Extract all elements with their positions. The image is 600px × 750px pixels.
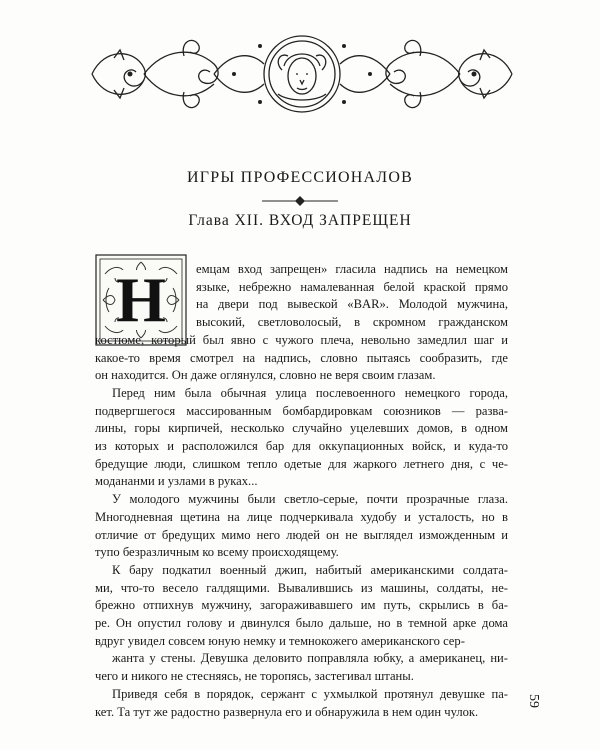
text-line: У молодого мужчины были светло-серые, почти прозрачные глаза.	[112, 492, 508, 507]
text-line: жанта у стены. Девушка деловито поправляла юбку, а американец, ни-	[112, 651, 508, 666]
text-line: бредущие люди, слишком тепло одетые для жаркого летнего дня, с че-	[95, 456, 508, 471]
text-line: емцам вход запрещен» гласила надпись на немецком	[196, 262, 508, 276]
text-line: какое-то время смотрел на надпись, словно пытаясь сообразить, где	[95, 350, 508, 365]
baroque-ornament-icon	[84, 28, 520, 120]
text-line: вдруг увидел совсем юную немку и темнокожего американского сер-	[95, 633, 465, 648]
text-line: на двери под вывеской «BAR». Молодой мужчина,	[196, 297, 508, 312]
text-line: высокий, светловолосый, в скромном гражданском	[196, 315, 508, 330]
text-line: языке, небрежно намалеванная белой краской прямо	[196, 279, 508, 294]
text-line: чего и никого не стесняясь, не торопясь, застегивал штаны.	[95, 669, 414, 684]
text-line: К бару подкатил военный джип, набитый американскими солдата-	[112, 562, 508, 577]
text-line: костюме, который был явно с чужого плеча, невольно замедлил шаг и	[95, 332, 508, 347]
dropcap-letter: Н	[116, 264, 166, 335]
text-line: из которых и расположился бар для оккупационных войск, и куда-то	[95, 439, 508, 453]
text-line: он находится. Он даже оглянулся, словно не веря своим глазам.	[95, 368, 436, 383]
section-title: ИГРЫ ПРОФЕССИОНАЛОВ	[187, 169, 413, 186]
page-number: 59	[526, 694, 541, 708]
text-line: подвергшегося массированным бомбардировкам союзников — разва-	[95, 403, 508, 418]
text-line: ми, что-то весело галдящими. Вывалившись из машины, солдаты, не-	[95, 580, 508, 595]
title-divider	[260, 194, 340, 206]
chapter-title: Глава XII. ВХОД ЗАПРЕЩЕН	[188, 212, 412, 229]
text-line: модананми и узлами в руках...	[95, 474, 258, 489]
text-line: брежно отпихнув мужчину, загораживавшего им путь, скрылись в ба-	[95, 598, 508, 613]
text-line: тупо безразличным ко всему происходящему.	[95, 545, 339, 560]
text-line: Перед ним была обычная улица послевоенного немецкого города,	[112, 385, 508, 400]
text-line: кет. Та тут же радостно развернула его и обнаружила в нем один чулок.	[95, 704, 479, 719]
text-line: отличие от бредущих мимо него людей он не выглядел изможденным и	[95, 527, 508, 542]
text-line: Многодневная щетина на лице подчеркивала худобу и усталость, но в	[95, 509, 508, 524]
text-line: Приведя себя в порядок, сержант с ухмылкой протянул девушке па-	[112, 686, 508, 701]
text-line: лины, горы кирпичей, несколько случайно уцелевших домов, в одном	[95, 421, 508, 436]
text-line: ре. Он опустил голову и двинулся было дальше, но в темной арке дома	[95, 616, 508, 630]
